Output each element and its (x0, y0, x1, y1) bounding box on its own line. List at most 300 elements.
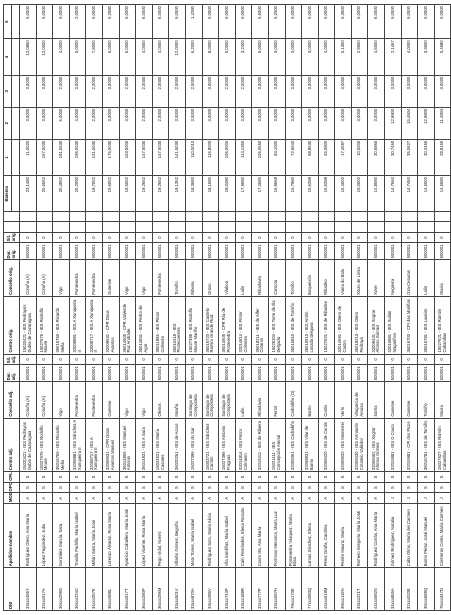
cell-opc: S (152, 482, 169, 493)
cell-opc: S (36, 482, 53, 493)
table-row (335, 5, 352, 611)
cell-v2: 15,4604 (401, 107, 418, 139)
cell-concello-orig: Pontevedra (69, 260, 86, 296)
cell-dur-orig: 500001 (36, 243, 53, 260)
cell-centro-adj: 15021111 - IES Concepción Arenal (268, 418, 285, 471)
cell-dni: 33xxx501V (169, 568, 186, 611)
cell-blank-b (235, 212, 252, 222)
cell-opl: S (285, 472, 302, 483)
cell-concello-adj: Sarria (368, 382, 385, 418)
cell-dur-adj: 500001 (202, 365, 219, 382)
cell-baremo: 20,4952 (53, 176, 70, 212)
cell-v2: 4,0000 (69, 107, 86, 139)
cell-mod: J (418, 493, 435, 504)
cell-concello-adj: Lalín (235, 382, 252, 418)
cell-concello-orig: Xinzo de Limia (351, 260, 368, 296)
cell-mod: A (351, 493, 368, 504)
cell-v1: 105,0650 (252, 139, 269, 175)
cell-concello-orig: Vigo (119, 260, 136, 296)
cell-nombre: Pérez Graña, Carolina (318, 504, 335, 568)
table-row (318, 5, 335, 611)
cell-v3: 2,0000 (86, 75, 103, 107)
cell-v3: 3,0000 (102, 75, 119, 107)
cell-opc: S (268, 482, 285, 493)
cell-v4: 4,0000 (152, 39, 169, 75)
cell-concello-adj: Tomiño (418, 382, 435, 418)
cell-dni: 33xxx188R (235, 568, 252, 611)
cell-mod: A (268, 493, 285, 504)
cell-nombre: Contreras Cores, María Carmen (434, 504, 451, 568)
cell-v1: 10,0000 (351, 139, 368, 175)
cell-baremo: 19,2652 (152, 176, 169, 212)
cell-concello-adj: Ourense (401, 382, 418, 418)
cell-concello-orig: Tomiño (285, 260, 302, 296)
cell-baremo: 14,8590 (368, 176, 385, 212)
cell-sit-adj: 0 (86, 354, 103, 365)
cell-opl: S (86, 472, 103, 483)
cell-opl: S (202, 472, 219, 483)
cell-centro-orig: 36014831 - IES Pedro de Agar (136, 296, 153, 354)
cell-v4: 5,1300 (335, 39, 352, 75)
cell-dur-orig: 500001 (152, 243, 169, 260)
cell-blank-a (152, 222, 169, 233)
cell-v1: 28,8160 (434, 139, 451, 175)
cell-sit-orig: 0 (252, 232, 269, 243)
cell-sit-adj: 0 (169, 354, 186, 365)
cell-concello-adj: Ferrol (268, 382, 285, 418)
cell-opc: S (136, 482, 153, 493)
cell-concello-adj: Muxía (434, 382, 451, 418)
cell-v5: 6,0000 (36, 5, 53, 39)
cell-opc: S (219, 482, 236, 493)
cell-blank-b (152, 212, 169, 222)
cell-v5: 6,0000 (285, 5, 302, 39)
cell-v1: 45,0800 (318, 139, 335, 175)
cell-opl: S (335, 472, 352, 483)
cell-v5: 6,0000 (169, 5, 186, 39)
cell-centro-orig: 32014814 - IES Pintor Colmeiro (235, 296, 252, 354)
cell-concello-adj: Vilagarcía de Arousa (351, 382, 368, 418)
cell-opl: S (36, 472, 53, 483)
table-row (368, 5, 385, 611)
cell-centro-orig: 15027396 - IES Rodolfo Moure Mariño (185, 296, 202, 354)
cell-sit-adj: 0 (53, 354, 70, 365)
cell-mod: A (20, 493, 37, 504)
cell-v5: 6,0000 (434, 5, 451, 39)
cell-blank-b (86, 212, 103, 222)
cell-v3: 3,0000 (401, 75, 418, 107)
cell-baremo: 18,1680 (202, 176, 219, 212)
cell-opl: S (152, 472, 169, 483)
cell-opl: S (302, 472, 319, 483)
cell-opl: S (351, 472, 368, 483)
cell-nombre: Couto Mo, Ana María (252, 504, 269, 568)
cell-dur-adj: 500001 (351, 365, 368, 382)
cell-blank-b (318, 212, 335, 222)
cell-v5: 6,0000 (20, 5, 37, 39)
cell-blank-b (351, 212, 368, 222)
cell-centro-orig: 32008881 - IES A Xunqueira II (69, 296, 86, 354)
cell-centro-adj: 32009531 - CPR Dous Avantos Manuel (102, 418, 119, 471)
cell-concello-orig: Lalín (235, 260, 252, 296)
cell-dni: 44xxx592N (368, 568, 385, 611)
cell-v4: 6,0000 (219, 39, 236, 75)
cell-centro-adj: 15027396 - IES do Sar (185, 418, 202, 471)
cell-v1: 72,6540 (285, 139, 302, 175)
cell-concello-orig: Viana do Bolo (335, 260, 352, 296)
cell-sit-orig: 0 (318, 232, 335, 243)
cell-dur-adj: 500001 (235, 365, 252, 382)
cell-dni: 36xxx224C (69, 568, 86, 611)
cell-mod: A (302, 493, 319, 504)
cell-concello-adj: Pontevedra (86, 382, 103, 418)
cell-opl: S (119, 472, 136, 483)
cell-v3: 3,0000 (418, 75, 435, 107)
cell-v1: 17,4697 (335, 139, 352, 175)
cell-blank-a (219, 222, 236, 233)
cell-blank-a (69, 222, 86, 233)
cell-dni: 33xxx057H (268, 568, 285, 611)
table-row (385, 5, 402, 611)
cell-v3: 2,0000 (136, 75, 153, 107)
cell-sit-orig: 0 (335, 232, 352, 243)
cell-baremo: 14,6000 (418, 176, 435, 212)
cell-centro-orig: 15027621 - IES Ramón Cabanillas (434, 296, 451, 354)
cell-nombre: Barrio Pérez, José Manuel (418, 504, 435, 568)
cell-concello-adj: Coruña (A) (36, 382, 53, 418)
cell-v2: 2,0000 (152, 107, 169, 139)
cell-v2: 3,0000 (302, 107, 319, 139)
cell-sit-adj: 0 (368, 354, 385, 365)
cell-dur-adj: 500001 (102, 365, 119, 382)
cell-mod: A (235, 493, 252, 504)
header-nombre: Apellidos-nombre (4, 504, 20, 568)
cell-sit-orig: 0 (102, 232, 119, 243)
cell-dur-orig: 500001 (351, 243, 368, 260)
cell-dur-orig: 500001 (401, 243, 418, 260)
cell-v4: 2,1467 (385, 39, 402, 75)
cell-centro-adj: 36014805 - IES Manuel Antonio (119, 418, 136, 471)
cell-mod: A (318, 493, 335, 504)
cell-v2: 3,0000 (285, 107, 302, 139)
table-row (69, 5, 86, 611)
cell-dni: 32xxx017A (36, 568, 53, 611)
cell-dur-adj: 500001 (53, 365, 70, 382)
cell-sit-adj: 0 (20, 354, 37, 365)
cell-v5: 6,0000 (235, 5, 252, 39)
cell-baremo: 15,4600 (335, 176, 352, 212)
header-sub-2 (12, 107, 20, 139)
cell-dur-adj: 500001 (36, 365, 53, 382)
cell-centro-adj: 15003721 - IES Sánchez Cantón (202, 418, 219, 471)
header-dur-adj: Dur. adj. (4, 365, 20, 382)
cell-sit-orig: 0 (202, 232, 219, 243)
cell-baremo: 15,0600 (351, 176, 368, 212)
cell-v4: 12,0860 (20, 39, 37, 75)
cell-baremo: 19,6052 (119, 176, 136, 212)
cell-centro-orig: 36011855 - IES Pintor Colmeiro (152, 296, 169, 354)
cell-opl: S (401, 472, 418, 483)
cell-v2: 3,0000 (368, 107, 385, 139)
table-row (285, 5, 302, 611)
cell-blank-a (202, 222, 219, 233)
table-row (53, 5, 70, 611)
cell-concello-adj: Oleiros (152, 382, 169, 418)
cell-dur-adj: 500001 (368, 365, 385, 382)
cell-opc: S (318, 482, 335, 493)
cell-concello-orig: Vigo (136, 260, 153, 296)
cell-concello-orig: Ribeira (185, 260, 202, 296)
cell-v2: 3,0000 (219, 107, 236, 139)
cell-dni: 36xxx017T (119, 568, 136, 611)
cell-v2: 11,4904 (434, 107, 451, 139)
table-row (169, 5, 186, 611)
cell-blank-a (418, 222, 435, 233)
cell-dni: 79xxx170E (285, 568, 302, 611)
cell-concello-adj: Santiago de Compostela (219, 382, 236, 418)
cell-blank-b (385, 212, 402, 222)
cell-blank-a (368, 222, 385, 233)
cell-opl: S (418, 472, 435, 483)
cell-opc: S (401, 482, 418, 493)
cell-centro-adj: 32015881 - IES O Couto (385, 418, 402, 471)
cell-opc: S (385, 482, 402, 493)
cell-v5: 6,0000 (302, 5, 319, 39)
cell-sit-adj: 0 (202, 354, 219, 365)
cell-sit-adj: 0 (219, 354, 236, 365)
table-row (20, 5, 37, 611)
cell-nombre: Lamas Sánchez, Elena (302, 504, 319, 568)
cell-dur-orig: 500001 (169, 243, 186, 260)
cell-concello-orig: Ribadeo (318, 260, 335, 296)
cell-baremo: 15,6298 (302, 176, 319, 212)
cell-mod: A (202, 493, 219, 504)
cell-v2: 3,0000 (20, 107, 37, 139)
cell-sit-adj: 0 (152, 354, 169, 365)
table-row (434, 5, 451, 611)
cell-v2: 3,0000 (235, 107, 252, 139)
table-row (219, 5, 236, 611)
cell-v1: 30,2465 (418, 139, 435, 175)
header-blank-b (4, 212, 20, 222)
cell-dni: 36xxx296M (152, 568, 169, 611)
cell-dur-adj: 500001 (136, 365, 153, 382)
cell-opl: S (185, 472, 202, 483)
cell-v1: 176,5030 (102, 139, 119, 175)
cell-v5: 6,0000 (401, 5, 418, 39)
cell-v3: 3,0000 (69, 75, 86, 107)
cell-opc: S (252, 482, 269, 493)
cell-centro-adj: 32015211 - IES de Ribeira (252, 418, 269, 471)
cell-baremo: 17,4680 (252, 176, 269, 212)
cell-concello-adj: Vigo (119, 382, 136, 418)
cell-sit-orig: 0 (169, 232, 186, 243)
cell-centro-orig: 32008717 - IES A Xunqueira II (86, 296, 103, 354)
cell-v4: 3,0000 (285, 39, 302, 75)
cell-dur-adj: 500001 (219, 365, 236, 382)
cell-opl: S (318, 472, 335, 483)
cell-concello-orig: Coruña (A) (20, 260, 37, 296)
cell-sit-adj: 0 (418, 354, 435, 365)
header-row (4, 5, 12, 611)
cell-sit-adj: 0 (335, 354, 352, 365)
table-row (102, 5, 119, 611)
cell-sit-adj: 0 (69, 354, 86, 365)
cell-v1: 147,5030 (136, 139, 153, 175)
cell-centro-adj: 15027576 - IES Rodolfo Moure (36, 418, 53, 471)
cell-dur-adj: 500001 (69, 365, 86, 382)
cell-v4: 4,0000 (318, 39, 335, 75)
cell-v2: 3,0000 (335, 107, 352, 139)
cell-centro-orig: 36015510 - IES Antón Losada Diéguez (302, 296, 319, 354)
cell-v4: 7,8000 (86, 39, 103, 75)
cell-nombre: Rodríguez Soto, María Alicia (202, 504, 219, 568)
cell-centro-orig: 32015881 - IES Xulián Magariños (385, 296, 402, 354)
cell-v1: 191,5530 (53, 139, 70, 175)
cell-blank-b (119, 212, 136, 222)
cell-v1: 131,5030 (86, 139, 103, 175)
header-sit-orig: Sit. orig. (4, 232, 20, 243)
cell-baremo: 19,6052 (102, 176, 119, 212)
cell-sit-adj: 0 (351, 354, 368, 365)
cell-concello-orig: Carnota (268, 260, 285, 296)
cell-sit-orig: 0 (434, 232, 451, 243)
cell-sit-adj: 0 (285, 354, 302, 365)
cell-blank-a (235, 222, 252, 233)
cell-concello-orig: Pontevedra (152, 260, 169, 296)
cell-v5: 2,0000 (69, 5, 86, 39)
cell-opc: S (53, 482, 70, 493)
cell-v2: 3,0000 (351, 107, 368, 139)
cell-blank-b (20, 212, 37, 222)
cell-v5: 6,0000 (136, 5, 153, 39)
header-col-5: 5 (4, 5, 12, 39)
cell-blank-a (102, 222, 119, 233)
cell-blank-b (202, 212, 219, 222)
cell-v5: 6,0000 (119, 5, 136, 39)
table-row (268, 5, 285, 611)
results-table (3, 4, 451, 611)
cell-v5: 6,3500 (335, 5, 352, 39)
cell-nombre: Villalón Gómez, Begoña (169, 504, 186, 568)
cell-sit-orig: 0 (268, 232, 285, 243)
cell-blank-a (351, 222, 368, 233)
cell-mod: A (136, 493, 153, 504)
cell-centro-adj: 36016760 - IES Ricardo Mella (53, 418, 70, 471)
cell-mod: A (169, 493, 186, 504)
cell-centro-adj: 32015981 - CPI dos Picos (401, 418, 418, 471)
cell-centro-orig: 36016760 - IES Ricardo Mella (53, 296, 70, 354)
cell-concello-orig: Vigo (53, 260, 70, 296)
cell-centro-adj: 32009361 - IES Carballiño (285, 418, 302, 471)
cell-blank-a (136, 222, 153, 233)
cell-concello-adj: Pontevedra (69, 382, 86, 418)
cell-nombre: González García, Sara (53, 504, 70, 568)
cell-baremo: 15,7980 (285, 176, 302, 212)
cell-concello-adj: Ourense (102, 382, 119, 418)
cell-centro-adj: 32009420 - IES de Cuntis (318, 418, 335, 471)
cell-v3: 3,0000 (318, 75, 335, 107)
cell-sit-adj: 0 (434, 354, 451, 365)
cell-sit-orig: 0 (53, 232, 70, 243)
cell-sit-adj: 0 (102, 354, 119, 365)
cell-v1: 147,5030 (152, 139, 169, 175)
cell-v5: 6,0000 (351, 5, 368, 39)
table-row (401, 5, 418, 611)
cell-mod: J (401, 493, 418, 504)
cell-dni: 36xxx290P (136, 568, 153, 611)
header-col-2: 2 (4, 107, 12, 139)
cell-centro-adj: 15027627 - IES Ramón Cabanillas (434, 418, 451, 471)
cell-sit-orig: 0 (185, 232, 202, 243)
table-row (119, 5, 136, 611)
cell-v3: 3,0000 (20, 75, 37, 107)
cell-nombre: Mato Torres, María Isabel (185, 504, 202, 568)
cell-blank-a (268, 222, 285, 233)
cell-blank-b (252, 212, 269, 222)
cell-v3: 3,0000 (434, 75, 451, 107)
cell-centro-orig: 15020421 - IES Pedrayos Dubia de Cazaragaia (20, 296, 37, 354)
cell-concello-adj: Vigo (53, 382, 70, 418)
cell-v1: 106,0000 (219, 139, 236, 175)
cell-baremo: 19,7052 (86, 176, 103, 212)
cell-blank-a (285, 222, 302, 233)
cell-baremo: 18,3680 (185, 176, 202, 212)
table-row (86, 5, 103, 611)
cell-sit-orig: 0 (119, 232, 136, 243)
cell-nombre: López Vicente, Rosa María (136, 504, 153, 568)
table-row (36, 5, 53, 611)
header-col-4: 4 (4, 39, 12, 75)
cell-dur-orig: 500001 (434, 243, 451, 260)
cell-concello-orig: Lalín (418, 260, 435, 296)
cell-v3: 3,0000 (335, 75, 352, 107)
cell-opc: S (302, 482, 319, 493)
cell-v5: 6,0000 (202, 5, 219, 39)
cell-v3: 3,0000 (36, 75, 53, 107)
cell-v4: 6,0000 (119, 39, 136, 75)
cell-v1: 11,0020 (20, 139, 37, 175)
cell-dni: 32xxx777P (252, 568, 269, 611)
cell-dur-orig: 500001 (285, 243, 302, 260)
cell-concello-adj: Santiago de Compostela (185, 382, 202, 418)
cell-v4: 4,0000 (53, 39, 70, 75)
cell-blank-b (285, 212, 302, 222)
cell-opl: S (69, 472, 86, 483)
cell-nombre: Rodríguez Otero, Ana María (20, 504, 37, 568)
cell-nombre: Vila Sardiñas, María Isabel (219, 504, 236, 568)
cell-sit-adj: 0 (302, 354, 319, 365)
cell-v1: 30,7460 (385, 139, 402, 175)
cell-sit-adj: 0 (385, 354, 402, 365)
cell-dur-adj: 500001 (318, 365, 335, 382)
cell-dur-orig: 500001 (119, 243, 136, 260)
cell-v3: 2,0000 (119, 75, 136, 107)
cell-v4: 8,0000 (202, 39, 219, 75)
cell-centro-orig: 36016720 - IES Castelo Ramiro Grande Ruiz (202, 296, 219, 354)
cell-opl: S (268, 472, 285, 483)
cell-v2: 2,0000 (136, 107, 153, 139)
cell-opc: S (20, 482, 37, 493)
cell-concello-adj: Vigo (136, 382, 153, 418)
cell-dni: 39xxx119N (335, 568, 352, 611)
cell-v4: 12,0000 (169, 39, 186, 75)
cell-v3: 2,0000 (185, 75, 202, 107)
cell-dni: 34xxx855A (385, 568, 402, 611)
cell-blank-a (36, 222, 53, 233)
cell-mod: A (219, 493, 236, 504)
cell-concello-orig: Ribadavia (252, 260, 269, 296)
